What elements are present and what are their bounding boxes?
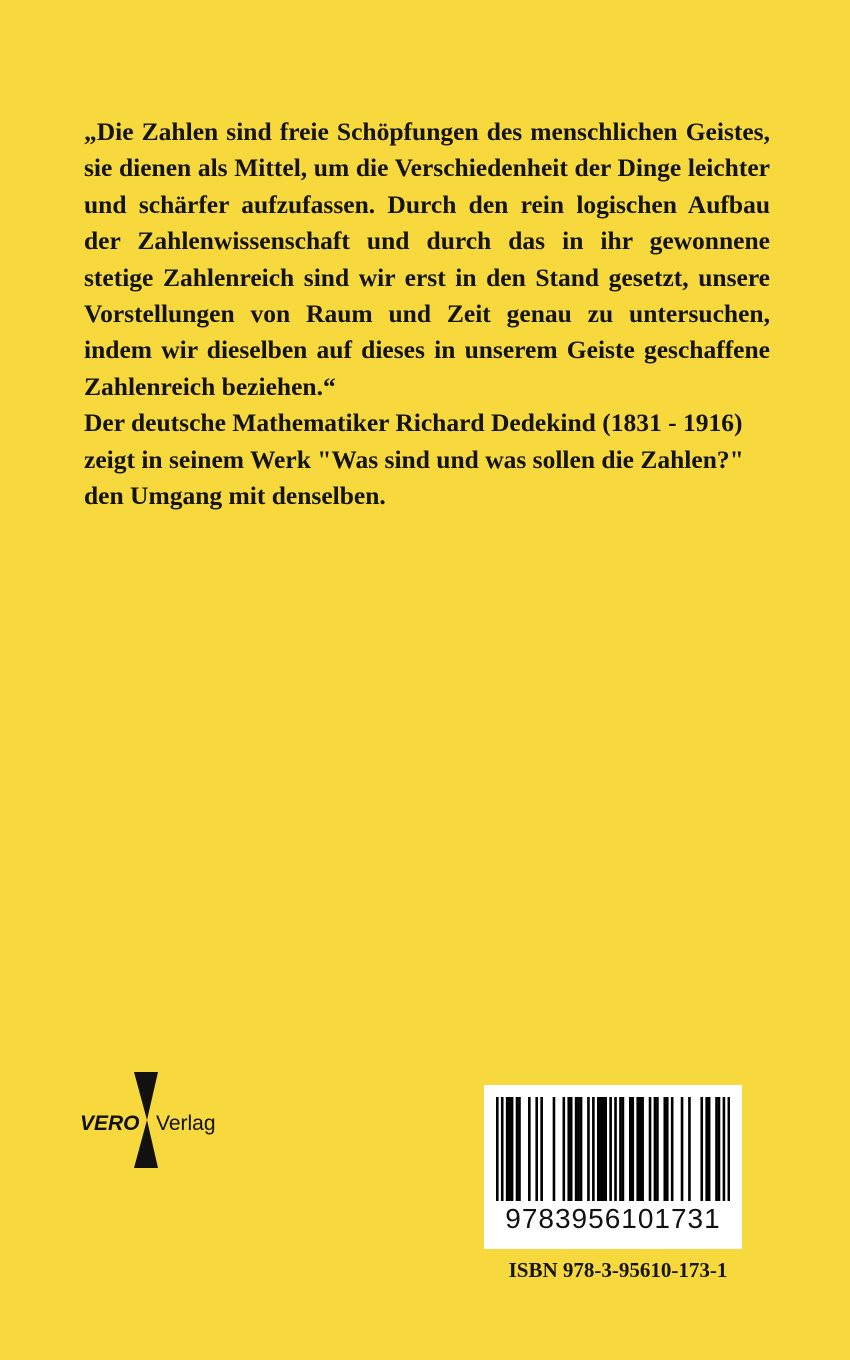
description-line-1: Der deutsche Mathematiker Richard Dedekind (1831 - 1916) (84, 408, 743, 438)
barcode-bar (528, 1097, 531, 1201)
barcode-bar (705, 1097, 708, 1201)
barcode-bar (501, 1097, 504, 1201)
barcode-bar (496, 1097, 499, 1201)
barcode-bar (708, 1097, 711, 1201)
barcode-bar (602, 1097, 605, 1201)
barcode-bar (587, 1097, 590, 1201)
barcode-bar (715, 1097, 718, 1201)
barcode-bar (518, 1097, 521, 1201)
description-line-2: zeigt in seinem Werk "Was sind und was sollen die Zahlen?" (84, 444, 744, 474)
barcode-bar (681, 1097, 684, 1201)
barcode-bar (614, 1097, 617, 1201)
barcode-bar (649, 1097, 652, 1201)
barcode-bar (631, 1097, 634, 1201)
barcode-bar (575, 1097, 578, 1201)
barcode-bar (641, 1097, 644, 1201)
barcode-bar (663, 1097, 666, 1201)
barcode-bar (619, 1097, 622, 1201)
barcode-bar (639, 1097, 642, 1201)
barcode-bar (599, 1097, 602, 1201)
barcode-bar (570, 1097, 573, 1201)
barcode-bar (609, 1097, 612, 1201)
description-line-3: den Umgang mit denselben. (84, 481, 386, 511)
barcode-bar (636, 1097, 639, 1201)
isbn-label: ISBN 978-3-95610-173-1 (508, 1258, 728, 1282)
barcode-bar (622, 1097, 625, 1201)
barcode-bar (577, 1097, 580, 1201)
back-cover-text (84, 114, 770, 514)
barcode-bar (718, 1097, 721, 1201)
dedekind-quote: „Die Zahlen sind freie Schöpfungen des menschlichen Geistes, sie dienen als Mittel, um die Verschiedenheit der Dinge leichter und schärfer aufzufassen. Durch den rein logischen Aufbau der Zahlenwissenschaft und durch das in ihr gewonnene stetige Zahlenreich sind wir erst in den Stand gesetzt, unsere Vorstellungen von Raum und Zeit genau zu untersuchen, indem wir dieselben auf dieses in unserem Geiste geschaffene Zahlenreich beziehen.“ (84, 117, 770, 401)
barcode-bar (700, 1097, 703, 1201)
barcode-bar (567, 1097, 570, 1201)
barcode-digits: 9783956101731 (505, 1203, 721, 1234)
barcode-bar (535, 1097, 538, 1201)
barcode-bar (629, 1097, 632, 1201)
barcode-bar (516, 1097, 519, 1201)
isbn-barcode (484, 1085, 742, 1249)
barcode-bar (553, 1097, 556, 1201)
barcode-bar (580, 1097, 583, 1201)
barcode-bar (506, 1097, 509, 1201)
barcode-bar (671, 1097, 674, 1201)
barcode-bar (656, 1097, 659, 1201)
logo-word-vero: VERO (80, 1112, 140, 1135)
barcode-bar (511, 1097, 514, 1201)
barcode-bar (654, 1097, 657, 1201)
barcode-bar (592, 1097, 595, 1201)
barcode-bars (496, 1097, 730, 1201)
barcode-bar (540, 1097, 543, 1201)
barcode-bar (597, 1097, 600, 1201)
barcode-bar (604, 1097, 607, 1201)
vero-verlag-logo (78, 1070, 218, 1170)
barcode-bar (728, 1097, 730, 1201)
logo-word-verlag: Verlag (156, 1112, 216, 1135)
barcode-bar (508, 1097, 511, 1201)
barcode-bar (666, 1097, 669, 1201)
barcode-bar (723, 1097, 726, 1201)
hourglass-logo-icon (78, 1070, 218, 1170)
barcode-bar (563, 1097, 566, 1201)
barcode-bar (688, 1097, 691, 1201)
